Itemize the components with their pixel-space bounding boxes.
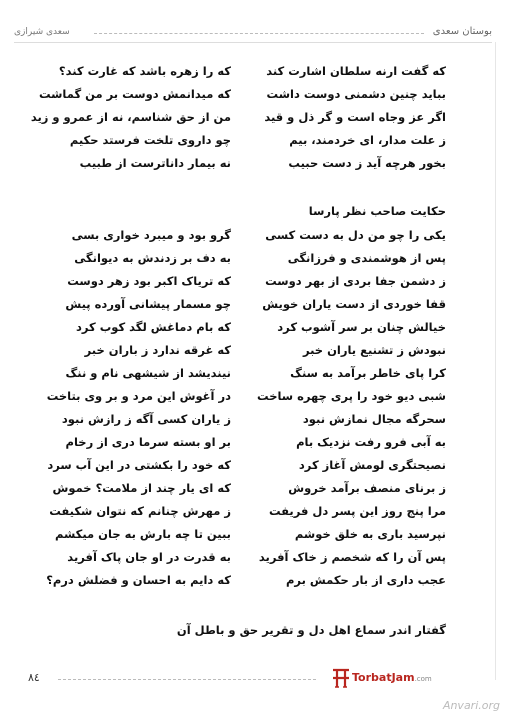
couplet bbox=[49, 504, 446, 526]
hemistich-second: که دايم به احسان و فضلش درم؟ bbox=[46, 573, 231, 587]
hemistich-second: ز ياران کسی آگه ز رازش نبود bbox=[61, 412, 231, 426]
hemistich-first: ببايد چنين دشمنی دوست داشت bbox=[266, 87, 446, 101]
hemistich-first: عجب داری از بار حکمش برم bbox=[285, 573, 446, 587]
hemistich-first: قفا خوردی از دست ياران خويش bbox=[262, 297, 446, 311]
hemistich-first: ز برنای منصف برآمد خروش bbox=[288, 481, 446, 495]
couplet bbox=[38, 87, 446, 109]
page-margin-line bbox=[495, 42, 496, 680]
book-title: بوستان سعدی bbox=[432, 26, 492, 37]
author-name: سعدی شیرازی bbox=[14, 27, 70, 37]
hemistich-second: که بام دماغش لگد کوب کرد bbox=[75, 320, 231, 334]
logo-text bbox=[352, 671, 432, 684]
hemistich-first: سحرگه مجال نمازش نبود bbox=[302, 412, 446, 426]
header-underline bbox=[14, 42, 492, 43]
couplet bbox=[60, 412, 446, 434]
couplet bbox=[46, 389, 446, 411]
hemistich-first: مرا پنج روز اين پسر دل فريفت bbox=[268, 504, 446, 518]
hemistich-second: نه بيمار داناترست از طبيب bbox=[79, 156, 231, 170]
couplet bbox=[60, 133, 446, 155]
couplet bbox=[54, 527, 446, 549]
hemistich-second: که ای يار چند از ملامت؟ خموش bbox=[52, 481, 231, 495]
watermark: Anvari.org bbox=[442, 699, 500, 712]
couplet bbox=[46, 573, 446, 595]
header-divider bbox=[94, 33, 424, 34]
hemistich-first: که گفت ارنه سلطان اشارت کند bbox=[266, 64, 446, 78]
couplet bbox=[60, 156, 446, 178]
couplet bbox=[60, 366, 446, 388]
hemistich-second: نينديشد از شيشهی نام و ننگ bbox=[65, 366, 231, 380]
hemistich-second: به قدرت در او جان پاک آفريد bbox=[67, 550, 231, 564]
couplet bbox=[60, 251, 446, 273]
couplet bbox=[60, 228, 446, 250]
hemistich-second: ز مهرش چنانم که نتوان شکيفت bbox=[49, 504, 231, 518]
hemistich-second: که غرقه ندارد ز باران خبر bbox=[84, 343, 231, 357]
hemistich-first: پس از هوشمندی و فرزانگی bbox=[287, 251, 446, 265]
hemistich-second: ببين تا چه بارش به جان میکشم bbox=[54, 527, 231, 541]
couplet bbox=[30, 110, 446, 132]
hemistich-first: نبودش ز تشنيع ياران خبر bbox=[302, 343, 446, 357]
hemistich-first: اگر عز وجاه است و گر ذل و قيد bbox=[264, 110, 446, 124]
hemistich-second: من از حق شناسم، نه از عمرو و زيد bbox=[30, 110, 231, 124]
hemistich-first: ز دشمن جفا بردی از بهر دوست bbox=[265, 274, 446, 288]
hemistich-first: پس آن را که شخصم ز خاک آفريد bbox=[258, 550, 446, 564]
couplet bbox=[60, 550, 446, 572]
couplet bbox=[52, 481, 446, 503]
couplet bbox=[60, 274, 446, 296]
hemistich-first: کرا پای خاطر برآمد به سنگ bbox=[290, 366, 446, 380]
hemistich-second: چو مسمار پيشانی آورده پيش bbox=[65, 297, 231, 311]
hemistich-second: چو داروی تلخت فرستد حکيم bbox=[69, 133, 231, 147]
hemistich-second: بر او بسته سرما دری از رخام bbox=[65, 435, 231, 449]
hemistich-second: در آغوش اين مرد و بر وی بتاخت bbox=[46, 389, 231, 403]
logo-mark-icon bbox=[332, 667, 350, 689]
logo-domain: .com bbox=[414, 675, 432, 683]
couplet bbox=[60, 297, 446, 319]
hemistich-first: ز علت مدار، ای خردمند، بيم bbox=[289, 133, 446, 147]
hemistich-first: شبی ديو خود را پری چهره ساخت bbox=[257, 389, 446, 403]
next-section-heading: گفتار اندر سماع اهل دل و تقرير حق و باطل آن bbox=[176, 623, 446, 637]
couplet bbox=[47, 458, 446, 480]
hemistich-second: که میدانمش دوست بر من گماشت bbox=[38, 87, 231, 101]
section-heading: حکايت صاحب نظر پارسا bbox=[308, 204, 446, 218]
hemistich-second: به دف بر زدندش به ديوانگی bbox=[74, 251, 231, 265]
hemistich-second: که ترياک اکبر بود زهر دوست bbox=[67, 274, 231, 288]
page-number: ٨٤ bbox=[28, 671, 40, 684]
logo-name: TorbatJam bbox=[352, 671, 415, 684]
couplet bbox=[60, 435, 446, 457]
page-header bbox=[14, 26, 492, 42]
hemistich-first: به آبی فرو رفت نزديک بام bbox=[296, 435, 446, 449]
hemistich-second: گرو بود و میبرد خواری بسی bbox=[71, 228, 231, 242]
footer-divider bbox=[58, 679, 316, 680]
hemistich-first: نصيحتگری لومش آغاز کرد bbox=[298, 458, 446, 472]
hemistich-second: که خود را بکشتی در اين آب سرد bbox=[47, 458, 231, 472]
hemistich-second: که را زهره باشد که غارت کند؟ bbox=[58, 64, 231, 78]
hemistich-first: نپرسيد باری به خلق خوشم bbox=[294, 527, 446, 541]
hemistich-first: خيالش چنان بر سر آشوب کرد bbox=[277, 320, 446, 334]
hemistich-first: بخور هرچه آيد ز دست حبيب bbox=[288, 156, 446, 170]
hemistich-first: يکی را چو من دل به دست کسی bbox=[265, 228, 446, 242]
couplet bbox=[60, 343, 446, 365]
couplet bbox=[60, 320, 446, 342]
couplet bbox=[60, 64, 446, 86]
